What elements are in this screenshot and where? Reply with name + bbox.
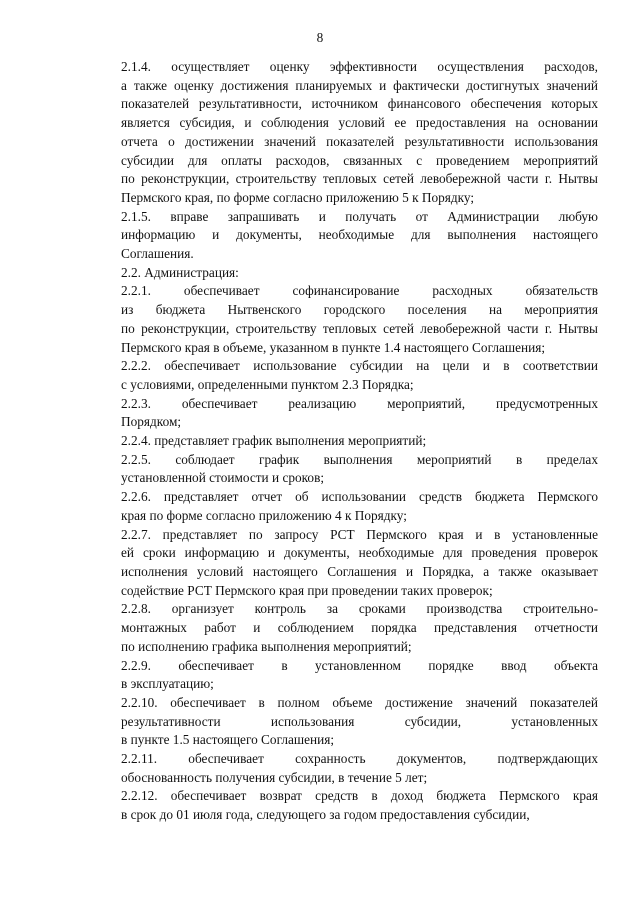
paragraph — [84, 432, 598, 451]
text-line: субсидии для оплаты расходов, связанных с проведением мероприятий — [121, 152, 598, 168]
text-line: является субсидия, и соблюдения условий ее предоставления на основании — [121, 115, 598, 131]
text-line: 2.1.4. осуществляет оценку эффективности осуществления расходов, — [121, 59, 598, 74]
text-line: установленной стоимости и сроков; — [121, 470, 325, 486]
paragraph — [84, 357, 598, 394]
text-line: исполнения условий настоящего Соглашения и Порядка, а также оказывает — [121, 563, 598, 579]
text-line: 2.2.1. обеспечивает софинансирование расходных обязательств — [121, 283, 598, 299]
text-line: 2.1.5. вправе запрашивать и получать от Администрации любую — [121, 208, 598, 224]
text-line: 2.2.6. представляет отчет об использовании средств бюджета Пермского — [121, 489, 598, 505]
text-line: Пермского края в объеме, указанном в пункте 1.4 настоящего Соглашения; — [121, 339, 546, 355]
text-line: по реконструкции, строительству тепловых сетей левобережной части г. Нытвы — [121, 171, 598, 187]
text-line: 2.2.8. организует контроль за сроками производства строительно- — [121, 601, 598, 617]
paragraph — [84, 451, 598, 488]
text-line: монтажных работ и соблюдением порядка представления отчетности — [121, 620, 598, 636]
paragraph — [84, 395, 598, 432]
paragraph — [84, 58, 598, 208]
text-line: ей сроки информацию и документы, необходимые для проведения проверок — [121, 545, 598, 561]
text-line: 2.2.12. обеспечивает возврат средств в доход бюджета Пермского края — [121, 788, 598, 804]
paragraph — [84, 657, 598, 694]
text-line: по реконструкции, строительству тепловых сетей левобережной части г. Нытвы — [121, 320, 598, 336]
paragraph — [84, 282, 598, 357]
text-line: Порядком; — [121, 414, 182, 430]
paragraph — [84, 600, 598, 656]
text-line: результативности использования субсидии, установленных — [121, 713, 598, 729]
paragraph — [84, 208, 598, 264]
text-line: по исполнению графика выполнения мероприятий; — [121, 638, 412, 654]
page-number: 8 — [316, 30, 324, 45]
text-line: 2.2.3. обеспечивает реализацию мероприятий, предусмотренных — [121, 395, 598, 411]
paragraph — [84, 694, 598, 750]
text-line: показателей результативности, источником финансового обеспечения которых — [121, 96, 598, 112]
paragraph — [84, 787, 598, 824]
text-line: 2.2.5. соблюдает график выполнения мероприятий в пределах — [121, 451, 598, 467]
text-line: обоснованность получения субсидии, в течение 5 лет; — [121, 769, 428, 785]
text-line: содействие РСТ Пермского края при проведении таких проверок; — [121, 582, 493, 598]
text-line: Пермского края, по форме согласно приложению 5 к Порядку; — [121, 189, 475, 205]
text-line: отчета о достижении значений показателей результативности использования — [121, 133, 598, 149]
text-line: в срок до 01 июля года, следующего за годом предоставления субсидии, — [121, 807, 530, 823]
document-body — [84, 58, 598, 825]
text-line: информацию и документы, необходимые для выполнения настоящего — [121, 227, 598, 243]
paragraph — [84, 526, 598, 601]
paragraph — [84, 488, 598, 525]
text-line: Соглашения. — [121, 246, 194, 262]
paragraph — [84, 264, 598, 283]
text-line: в эксплуатацию; — [121, 676, 214, 692]
text-line: 2.2.7. представляет по запросу РСТ Пермского края и в установленные — [121, 526, 598, 542]
text-line: 2.2.4. представляет график выполнения мероприятий; — [121, 433, 427, 449]
paragraph — [84, 750, 598, 787]
text-line: с условиями, определенными пунктом 2.3 Порядка; — [121, 376, 414, 392]
text-line: 2.2.2. обеспечивает использование субсидии на цели и в соответствии — [121, 358, 598, 374]
text-line: 2.2.11. обеспечивает сохранность документов, подтверждающих — [121, 751, 598, 767]
text-line: 2.2.10. обеспечивает в полном объеме достижение значений показателей — [121, 694, 598, 710]
text-line: края по форме согласно приложению 4 к Порядку; — [121, 507, 407, 523]
text-line: 2.2.9. обеспечивает в установленном порядке ввод объекта — [121, 657, 598, 673]
text-line: 2.2. Администрация: — [121, 264, 239, 280]
text-line: а также оценку достижения планируемых и фактически достигнутых значений — [121, 77, 598, 93]
text-line: в пункте 1.5 настоящего Соглашения; — [121, 732, 335, 748]
text-line: из бюджета Нытвенского городского поселения на мероприятия — [121, 302, 598, 318]
